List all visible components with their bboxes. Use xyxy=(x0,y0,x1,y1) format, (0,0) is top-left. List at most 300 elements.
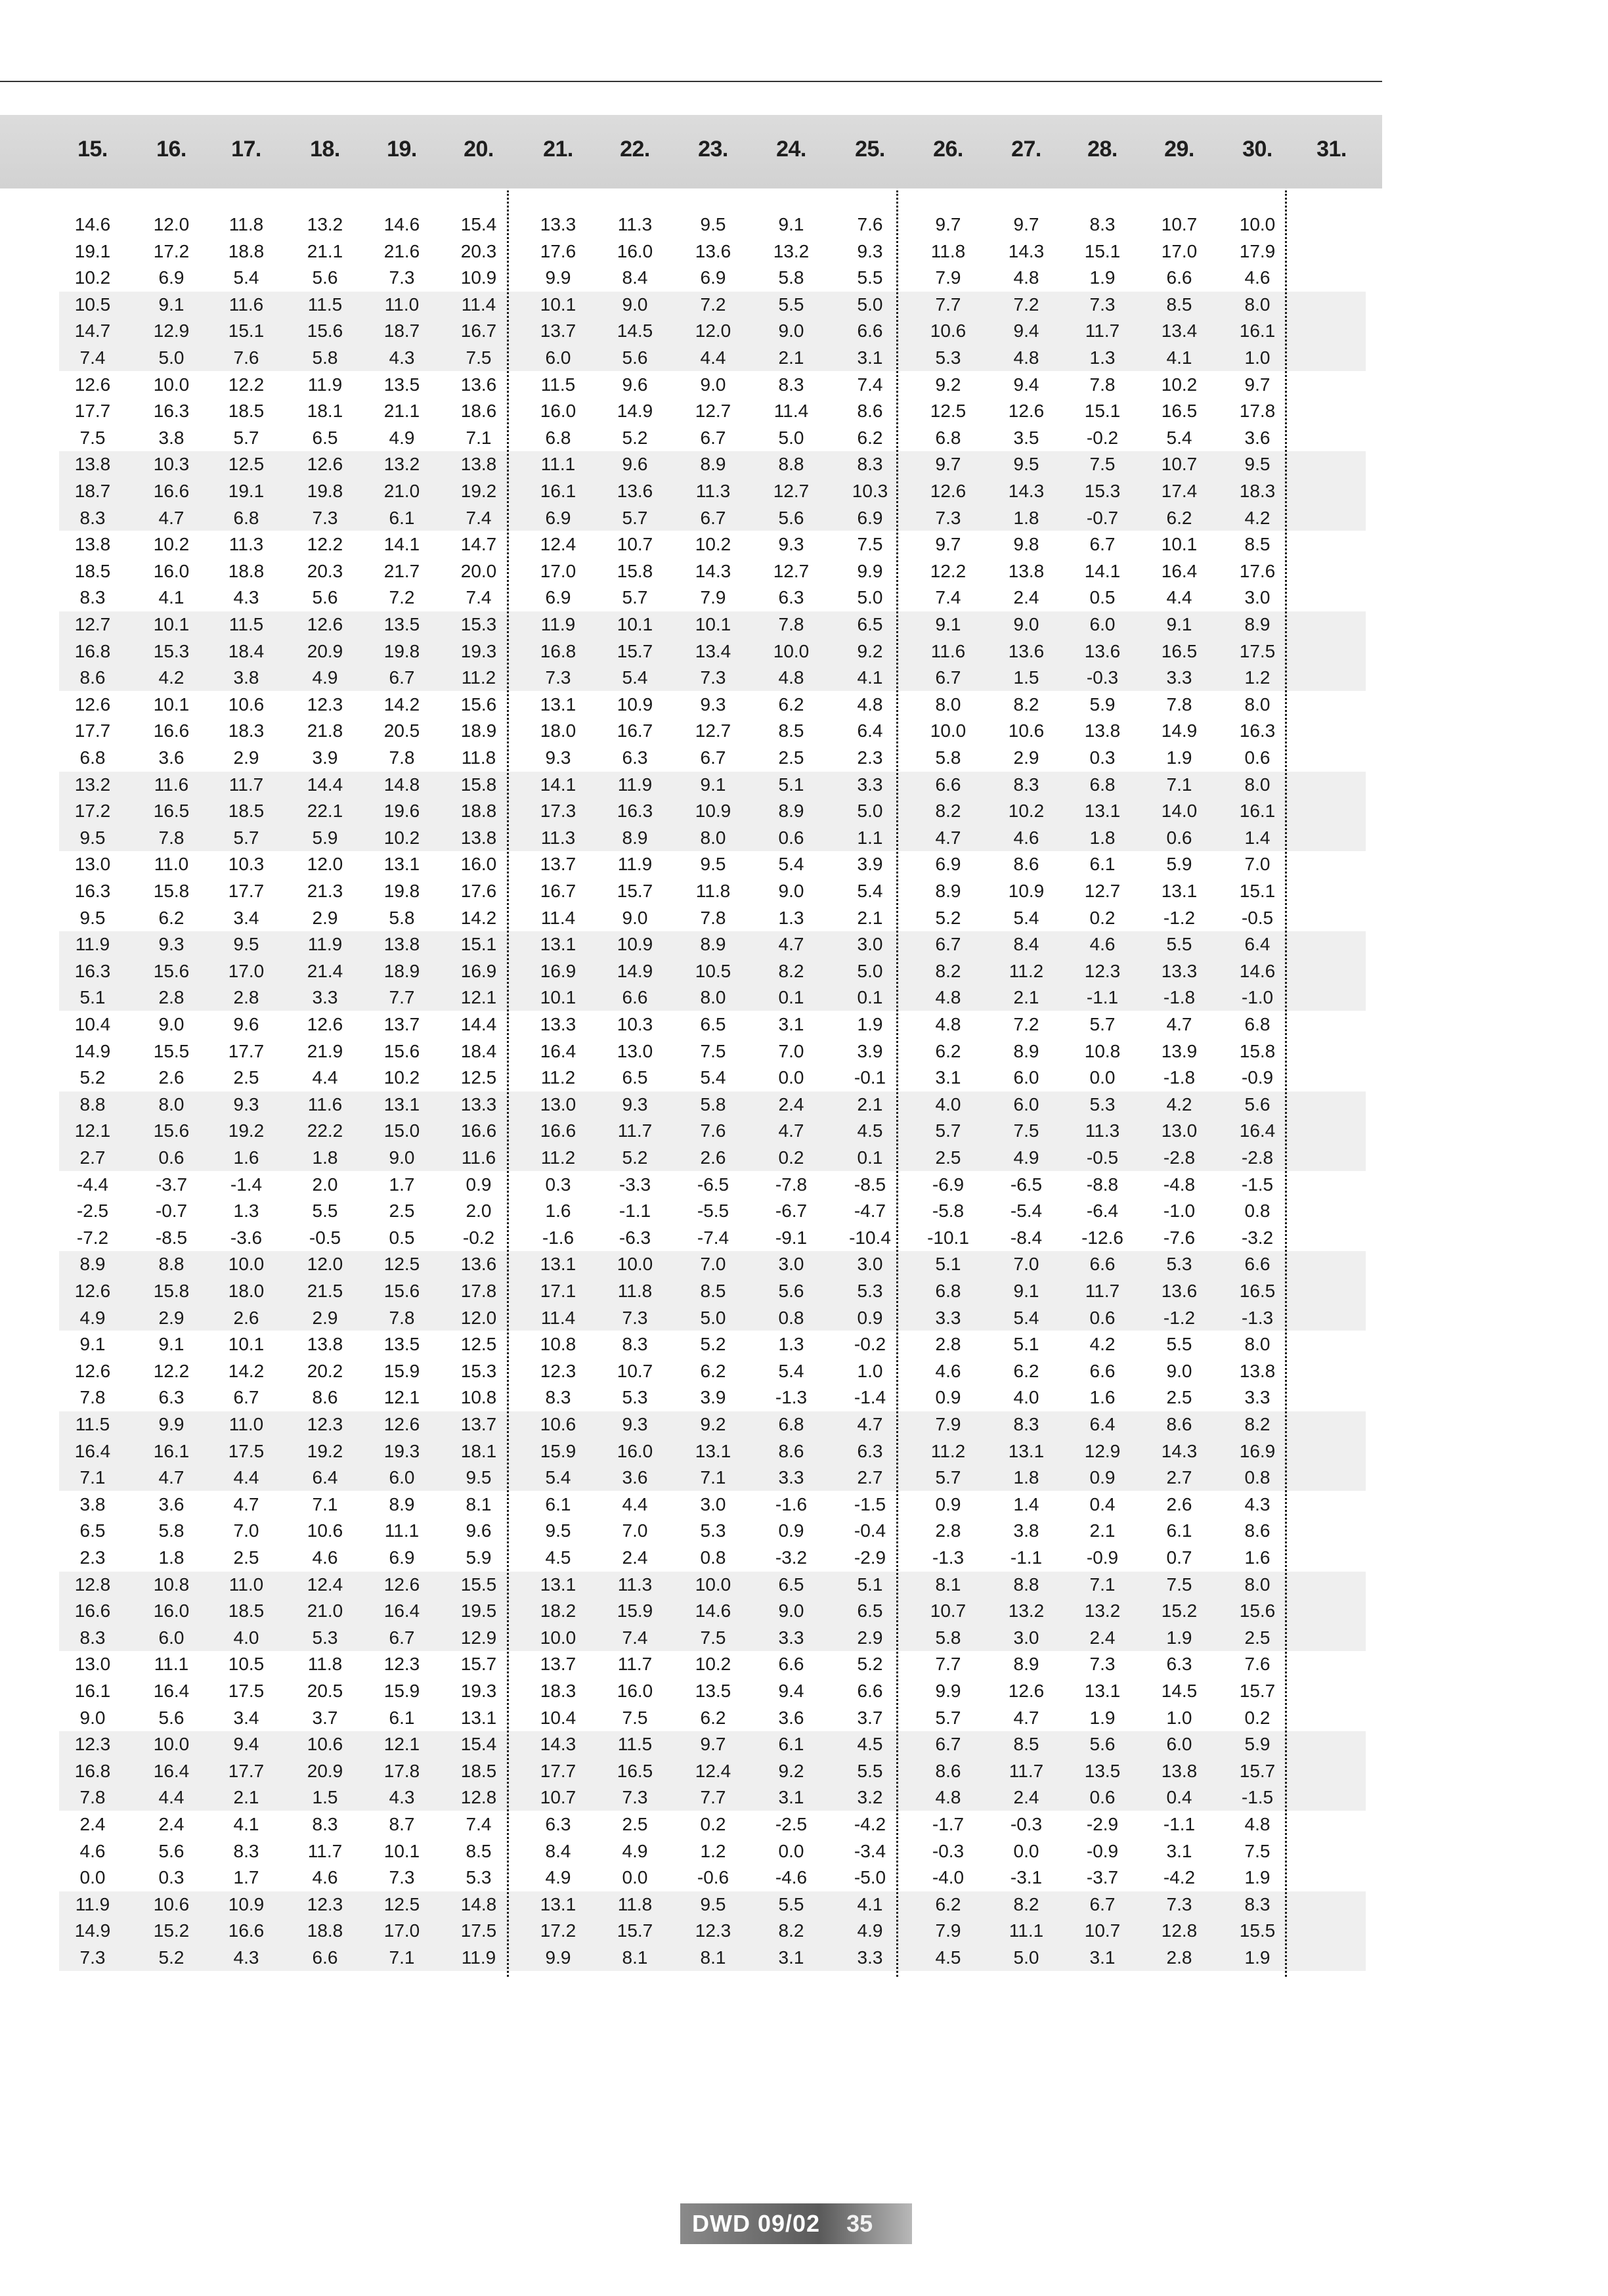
table-cell: 22.1 xyxy=(307,801,343,822)
table-cell: 5.4 xyxy=(545,1467,571,1488)
table-cell: 9.9 xyxy=(545,1947,571,1968)
table-cell: 0.3 xyxy=(545,1174,571,1195)
table-row xyxy=(0,1651,1366,1678)
table-cell: 13.8 xyxy=(1239,1360,1276,1381)
table-cell: -0.5 xyxy=(1086,1147,1119,1168)
table-cell: 0.6 xyxy=(1089,1787,1116,1808)
table-cell: 16.4 xyxy=(153,1760,190,1781)
table-cell: 9.5 xyxy=(1244,454,1271,475)
table-cell: 10.1 xyxy=(383,1840,420,1861)
table-cell: 4.8 xyxy=(935,987,961,1008)
table-cell: 0.0 xyxy=(79,1867,106,1888)
table-cell: 12.0 xyxy=(695,320,731,342)
table-cell: 11.9 xyxy=(461,1947,496,1968)
table-cell: 12.5 xyxy=(383,1893,420,1914)
table-cell: 7.0 xyxy=(1244,854,1271,875)
table-cell: 5.6 xyxy=(1089,1734,1116,1755)
table-cell: 2.8 xyxy=(158,987,185,1008)
day-header-26: 26. xyxy=(933,137,963,162)
table-cell: 0.9 xyxy=(466,1174,492,1195)
table-cell: 7.4 xyxy=(622,1627,648,1648)
table-cell: 7.7 xyxy=(935,294,961,315)
table-cell: 4.6 xyxy=(1089,934,1116,955)
table-cell: -1.1 xyxy=(619,1201,651,1222)
table-cell: -1.2 xyxy=(1163,907,1196,928)
table-cell: 6.5 xyxy=(857,614,883,634)
table-cell: 15.5 xyxy=(153,1040,190,1061)
table-cell: 13.1 xyxy=(1161,881,1198,901)
table-cell: -0.5 xyxy=(1241,907,1274,928)
table-cell: 15.7 xyxy=(1239,1760,1276,1781)
table-cell: 5.4 xyxy=(857,881,883,901)
day-header-16: 16. xyxy=(156,137,186,162)
table-cell: 6.5 xyxy=(857,1601,883,1622)
table-row xyxy=(0,1251,1366,1278)
table-cell: 7.2 xyxy=(700,294,726,315)
table-cell: 13.2 xyxy=(773,240,810,261)
table-cell: -0.6 xyxy=(697,1867,729,1888)
table-row xyxy=(0,1758,1366,1785)
table-cell: 15.6 xyxy=(307,320,343,342)
table-cell: 13.1 xyxy=(383,1093,420,1115)
table-cell: 4.1 xyxy=(233,1814,259,1834)
table-cell: 5.4 xyxy=(700,1067,726,1088)
table-cell: 0.9 xyxy=(857,1307,883,1328)
table-cell: 13.1 xyxy=(540,1893,576,1914)
table-cell: 17.2 xyxy=(74,801,111,822)
table-cell: -1.1 xyxy=(1010,1547,1043,1568)
table-cell: 5.3 xyxy=(935,347,961,368)
table-cell: 4.2 xyxy=(1244,507,1271,528)
table-cell: 5.2 xyxy=(935,907,961,928)
table-row xyxy=(0,238,1366,265)
table-cell: 7.2 xyxy=(389,587,415,608)
table-cell: 15.8 xyxy=(1239,1040,1276,1061)
table-cell: 5.6 xyxy=(312,587,338,608)
table-cell: -0.2 xyxy=(462,1227,495,1248)
table-cell: 17.7 xyxy=(228,1040,265,1061)
table-cell: -0.3 xyxy=(1086,667,1119,688)
table-cell: 13.6 xyxy=(460,374,497,395)
table-row xyxy=(0,1918,1366,1945)
table-cell: 4.7 xyxy=(1166,1014,1192,1034)
table-row xyxy=(0,211,1366,238)
table-cell: 7.8 xyxy=(778,614,804,634)
table-cell: 10.3 xyxy=(153,454,190,475)
table-cell: 8.9 xyxy=(700,454,726,475)
table-cell: -4.0 xyxy=(932,1867,965,1888)
table-cell: 6.0 xyxy=(389,1467,415,1488)
table-cell: 9.6 xyxy=(233,1014,259,1034)
table-cell: 7.8 xyxy=(79,1787,106,1808)
table-row xyxy=(0,1572,1366,1599)
table-cell: -6.7 xyxy=(775,1201,808,1222)
table-cell: 16.0 xyxy=(617,1440,653,1461)
table-cell: 14.3 xyxy=(540,1734,576,1755)
table-cell: -0.5 xyxy=(309,1227,341,1248)
table-cell: 1.8 xyxy=(1013,507,1039,528)
table-cell: 6.1 xyxy=(545,1493,571,1514)
table-cell: 9.5 xyxy=(79,827,106,848)
table-cell: 7.4 xyxy=(935,587,961,608)
table-cell: 4.7 xyxy=(778,934,804,955)
table-cell: 10.2 xyxy=(74,267,111,288)
table-cell: 5.8 xyxy=(158,1520,185,1541)
table-cell: 1.9 xyxy=(857,1014,883,1034)
table-cell: 4.9 xyxy=(312,667,338,688)
table-cell: 12.4 xyxy=(307,1574,343,1595)
table-cell: -0.7 xyxy=(155,1201,188,1222)
table-cell: 3.0 xyxy=(1244,587,1271,608)
table-cell: -3.6 xyxy=(230,1227,263,1248)
table-cell: -0.4 xyxy=(854,1520,886,1541)
day-header-22: 22. xyxy=(620,137,650,162)
table-cell: 6.1 xyxy=(778,1734,804,1755)
table-cell: 14.4 xyxy=(307,774,343,795)
table-row xyxy=(0,745,1366,772)
table-cell: 13.6 xyxy=(617,481,653,501)
table-cell: 7.8 xyxy=(1089,374,1116,395)
table-cell: 5.1 xyxy=(857,1574,883,1595)
table-cell: 7.3 xyxy=(79,1947,106,1968)
table-cell: 0.6 xyxy=(1244,747,1271,768)
table-cell: 6.3 xyxy=(158,1387,185,1408)
table-cell: 8.9 xyxy=(1244,614,1271,634)
table-cell: 15.6 xyxy=(460,694,497,715)
table-row xyxy=(0,558,1366,585)
table-cell: 10.0 xyxy=(930,720,967,741)
table-cell: 9.1 xyxy=(1013,1281,1039,1301)
table-cell: 13.6 xyxy=(695,240,731,261)
table-cell: 13.5 xyxy=(695,1681,731,1701)
table-cell: 1.5 xyxy=(312,1787,338,1808)
table-cell: 16.3 xyxy=(1239,720,1276,741)
table-cell: 10.8 xyxy=(460,1387,497,1408)
table-cell: 16.5 xyxy=(1239,1281,1276,1301)
table-cell: 7.5 xyxy=(1244,1840,1271,1861)
table-cell: 9.3 xyxy=(545,747,571,768)
table-cell: 16.4 xyxy=(540,1040,576,1061)
table-row xyxy=(0,772,1366,799)
table-cell: 6.9 xyxy=(857,507,883,528)
table-cell: 15.3 xyxy=(1084,481,1121,501)
table-cell: 18.8 xyxy=(228,560,265,581)
table-row xyxy=(0,398,1366,425)
table-cell: 13.8 xyxy=(383,934,420,955)
table-cell: 16.5 xyxy=(1161,401,1198,422)
table-cell: 4.9 xyxy=(1013,1147,1039,1168)
table-cell: 8.9 xyxy=(935,881,961,901)
table-cell: 11.8 xyxy=(695,881,731,901)
table-cell: 7.5 xyxy=(1166,1574,1192,1595)
table-cell: 1.8 xyxy=(158,1547,185,1568)
table-cell: 14.3 xyxy=(1008,240,1045,261)
table-cell: 21.8 xyxy=(307,720,343,741)
table-cell: 8.2 xyxy=(778,1920,804,1941)
table-cell: 1.3 xyxy=(778,907,804,928)
table-cell: 9.5 xyxy=(700,214,726,234)
table-cell: 13.3 xyxy=(540,1014,576,1034)
table-cell: 21.5 xyxy=(307,1281,343,1301)
table-cell: 18.2 xyxy=(540,1601,576,1622)
table-cell: -1.0 xyxy=(1241,987,1274,1008)
table-row xyxy=(0,718,1366,745)
table-cell: 4.6 xyxy=(1013,827,1039,848)
table-row xyxy=(0,1038,1366,1065)
table-cell: 18.5 xyxy=(460,1760,497,1781)
table-cell: 14.9 xyxy=(74,1920,111,1941)
table-cell: 1.5 xyxy=(1013,667,1039,688)
table-cell: 4.7 xyxy=(935,827,961,848)
table-cell: 2.6 xyxy=(700,1147,726,1168)
table-cell: 0.4 xyxy=(1166,1787,1192,1808)
table-cell: 19.1 xyxy=(228,481,265,501)
table-cell: 9.0 xyxy=(1013,614,1039,634)
table-cell: 5.2 xyxy=(158,1947,185,1968)
table-cell: 3.9 xyxy=(700,1387,726,1408)
table-cell: 9.1 xyxy=(778,214,804,234)
table-cell: 13.1 xyxy=(540,934,576,955)
table-cell: 17.5 xyxy=(228,1440,265,1461)
table-cell: 8.6 xyxy=(312,1387,338,1408)
table-cell: 16.0 xyxy=(153,1601,190,1622)
table-cell: 14.8 xyxy=(383,774,420,795)
table-cell: 9.1 xyxy=(1166,614,1192,634)
table-cell: 13.7 xyxy=(540,320,576,342)
table-cell: -3.3 xyxy=(619,1174,651,1195)
table-cell: 21.1 xyxy=(383,401,420,422)
table-cell: 13.1 xyxy=(1008,1440,1045,1461)
table-cell: 7.5 xyxy=(700,1627,726,1648)
table-cell: 6.7 xyxy=(389,667,415,688)
table-cell: 4.7 xyxy=(857,1414,883,1434)
table-cell: 11.2 xyxy=(1009,960,1044,981)
table-cell: 10.2 xyxy=(383,827,420,848)
table-cell: 0.0 xyxy=(1089,1067,1116,1088)
table-row xyxy=(0,1331,1366,1358)
table-cell: 11.7 xyxy=(617,1654,653,1675)
table-cell: 19.8 xyxy=(383,881,420,901)
table-cell: 11.6 xyxy=(461,1147,496,1168)
table-cell: 6.7 xyxy=(1089,534,1116,555)
table-cell: 8.6 xyxy=(857,401,883,422)
table-cell: 6.4 xyxy=(1244,934,1271,955)
table-cell: 14.6 xyxy=(695,1601,731,1622)
table-cell: 14.6 xyxy=(383,214,420,234)
table-cell: -3.7 xyxy=(155,1174,188,1195)
table-cell: 3.8 xyxy=(233,667,259,688)
table-cell: 7.0 xyxy=(778,1040,804,1061)
table-cell: 12.5 xyxy=(228,454,265,475)
table-cell: 3.3 xyxy=(1166,667,1192,688)
table-cell: 15.8 xyxy=(153,1281,190,1301)
table-cell: 3.4 xyxy=(233,907,259,928)
table-cell: 18.5 xyxy=(228,801,265,822)
table-cell: 11.4 xyxy=(540,907,576,928)
table-cell: -0.9 xyxy=(1241,1067,1274,1088)
table-cell: 11.9 xyxy=(75,934,110,955)
table-cell: 8.8 xyxy=(79,1093,106,1115)
table-cell: 16.6 xyxy=(153,481,190,501)
table-cell: 2.4 xyxy=(158,1814,185,1834)
table-cell: 10.2 xyxy=(1008,801,1045,822)
table-cell: 10.7 xyxy=(1084,1920,1121,1941)
table-cell: 17.9 xyxy=(1239,240,1276,261)
table-cell: 8.5 xyxy=(1166,294,1192,315)
table-cell: 8.7 xyxy=(389,1814,415,1834)
table-cell: 6.5 xyxy=(778,1574,804,1595)
table-cell: 7.8 xyxy=(389,1307,415,1328)
day-header-15: 15. xyxy=(77,137,108,162)
table-cell: 14.4 xyxy=(460,1014,497,1034)
table-cell: 2.7 xyxy=(857,1467,883,1488)
table-row xyxy=(0,905,1366,932)
table-cell: 1.0 xyxy=(857,1360,883,1381)
table-cell: 4.9 xyxy=(857,1920,883,1941)
table-cell: 20.9 xyxy=(307,1760,343,1781)
table-cell: -4.4 xyxy=(76,1174,109,1195)
table-cell: 8.9 xyxy=(700,934,726,955)
table-cell: 15.3 xyxy=(460,1360,497,1381)
table-cell: 16.6 xyxy=(153,720,190,741)
table-cell: 3.1 xyxy=(935,1067,961,1088)
table-cell: 7.9 xyxy=(935,1414,961,1434)
table-cell: -4.8 xyxy=(1163,1174,1196,1195)
table-cell: 0.9 xyxy=(935,1387,961,1408)
table-cell: 21.4 xyxy=(307,960,343,981)
table-cell: 5.3 xyxy=(700,1520,726,1541)
table-cell: 6.2 xyxy=(700,1360,726,1381)
table-cell: 7.1 xyxy=(312,1493,338,1514)
table-cell: 17.8 xyxy=(1239,401,1276,422)
table-cell: 11.8 xyxy=(461,747,496,768)
table-cell: 7.3 xyxy=(1089,1654,1116,1675)
table-cell: 9.4 xyxy=(233,1734,259,1755)
table-cell: 10.0 xyxy=(228,1254,265,1275)
table-cell: 4.0 xyxy=(233,1627,259,1648)
table-row xyxy=(0,692,1366,718)
table-cell: 9.2 xyxy=(857,640,883,661)
table-cell: 3.3 xyxy=(857,1947,883,1968)
table-row xyxy=(0,1092,1366,1118)
table-cell: 9.9 xyxy=(857,560,883,581)
table-cell: 17.0 xyxy=(383,1920,420,1941)
table-cell: 2.1 xyxy=(1013,987,1039,1008)
table-cell: 11.8 xyxy=(617,1281,653,1301)
table-row xyxy=(0,1465,1366,1491)
table-cell: 5.6 xyxy=(778,1281,804,1301)
table-cell: 7.0 xyxy=(233,1520,259,1541)
table-cell: 15.4 xyxy=(460,214,497,234)
table-row xyxy=(0,345,1366,372)
table-cell: -1.8 xyxy=(1163,987,1196,1008)
table-cell: 4.6 xyxy=(312,1547,338,1568)
table-cell: 5.7 xyxy=(935,1707,961,1728)
table-row xyxy=(0,1172,1366,1199)
table-cell: 6.2 xyxy=(700,1707,726,1728)
table-cell: 7.5 xyxy=(79,427,106,448)
table-cell: 10.1 xyxy=(540,987,576,1008)
table-cell: 7.7 xyxy=(389,987,415,1008)
table-row xyxy=(0,1438,1366,1465)
table-cell: 7.5 xyxy=(466,347,492,368)
table-cell: 6.6 xyxy=(1244,1254,1271,1275)
table-cell: 12.2 xyxy=(153,1360,190,1381)
table-cell: 2.1 xyxy=(778,347,804,368)
table-cell: 14.1 xyxy=(540,774,576,795)
table-cell: 5.2 xyxy=(622,427,648,448)
table-cell: 9.0 xyxy=(158,1014,185,1034)
table-cell: 12.6 xyxy=(74,374,111,395)
table-cell: 3.1 xyxy=(857,347,883,368)
table-cell: 7.5 xyxy=(857,534,883,555)
table-cell: 10.8 xyxy=(153,1574,190,1595)
table-cell: 10.5 xyxy=(228,1654,265,1675)
table-cell: 2.7 xyxy=(79,1147,106,1168)
table-cell: 15.8 xyxy=(460,774,497,795)
table-cell: 6.0 xyxy=(545,347,571,368)
table-cell: 9.3 xyxy=(233,1093,259,1115)
table-cell: 7.9 xyxy=(935,1920,961,1941)
table-cell: 17.8 xyxy=(460,1281,497,1301)
table-cell: 2.9 xyxy=(233,747,259,768)
table-cell: 5.0 xyxy=(700,1307,726,1328)
table-cell: 13.8 xyxy=(460,454,497,475)
table-cell: 10.2 xyxy=(695,534,731,555)
table-cell: 10.6 xyxy=(153,1893,190,1914)
table-cell: 10.0 xyxy=(153,374,190,395)
table-cell: 0.9 xyxy=(1089,1467,1116,1488)
table-cell: 12.7 xyxy=(1084,881,1121,901)
table-cell: 11.6 xyxy=(154,774,189,795)
table-cell: 13.4 xyxy=(695,640,731,661)
table-cell: 1.9 xyxy=(1166,1627,1192,1648)
table-cell: 5.3 xyxy=(857,1281,883,1301)
table-cell: 2.5 xyxy=(935,1147,961,1168)
table-cell: 9.1 xyxy=(158,1334,185,1355)
table-cell: 6.8 xyxy=(1089,774,1116,795)
table-cell: 3.6 xyxy=(622,1467,648,1488)
table-cell: 0.3 xyxy=(1089,747,1116,768)
table-cell: 5.8 xyxy=(778,267,804,288)
table-cell: 13.1 xyxy=(1084,1681,1121,1701)
table-cell: 9.5 xyxy=(233,934,259,955)
table-cell: 5.6 xyxy=(158,1707,185,1728)
table-cell: 16.9 xyxy=(540,960,576,981)
table-cell: 4.1 xyxy=(857,667,883,688)
table-cell: 6.6 xyxy=(1089,1254,1116,1275)
table-cell: 7.1 xyxy=(1166,774,1192,795)
table-cell: 16.4 xyxy=(153,1681,190,1701)
table-cell: 12.6 xyxy=(307,1014,343,1034)
table-cell: 4.9 xyxy=(545,1867,571,1888)
table-cell: 6.3 xyxy=(622,747,648,768)
table-cell: 16.5 xyxy=(1161,640,1198,661)
table-cell: 8.3 xyxy=(1013,774,1039,795)
table-cell: 7.1 xyxy=(700,1467,726,1488)
table-cell: 10.9 xyxy=(617,694,653,715)
table-cell: 4.7 xyxy=(158,1467,185,1488)
table-cell: 15.6 xyxy=(1239,1601,1276,1622)
table-cell: 7.8 xyxy=(79,1387,106,1408)
table-cell: 16.3 xyxy=(153,401,190,422)
table-cell: 0.5 xyxy=(1089,587,1116,608)
day-header-30: 30. xyxy=(1242,137,1272,162)
table-cell: 0.8 xyxy=(700,1547,726,1568)
table-cell: 2.1 xyxy=(857,1093,883,1115)
table-cell: -1.2 xyxy=(1163,1307,1196,1328)
table-cell: 6.9 xyxy=(545,507,571,528)
